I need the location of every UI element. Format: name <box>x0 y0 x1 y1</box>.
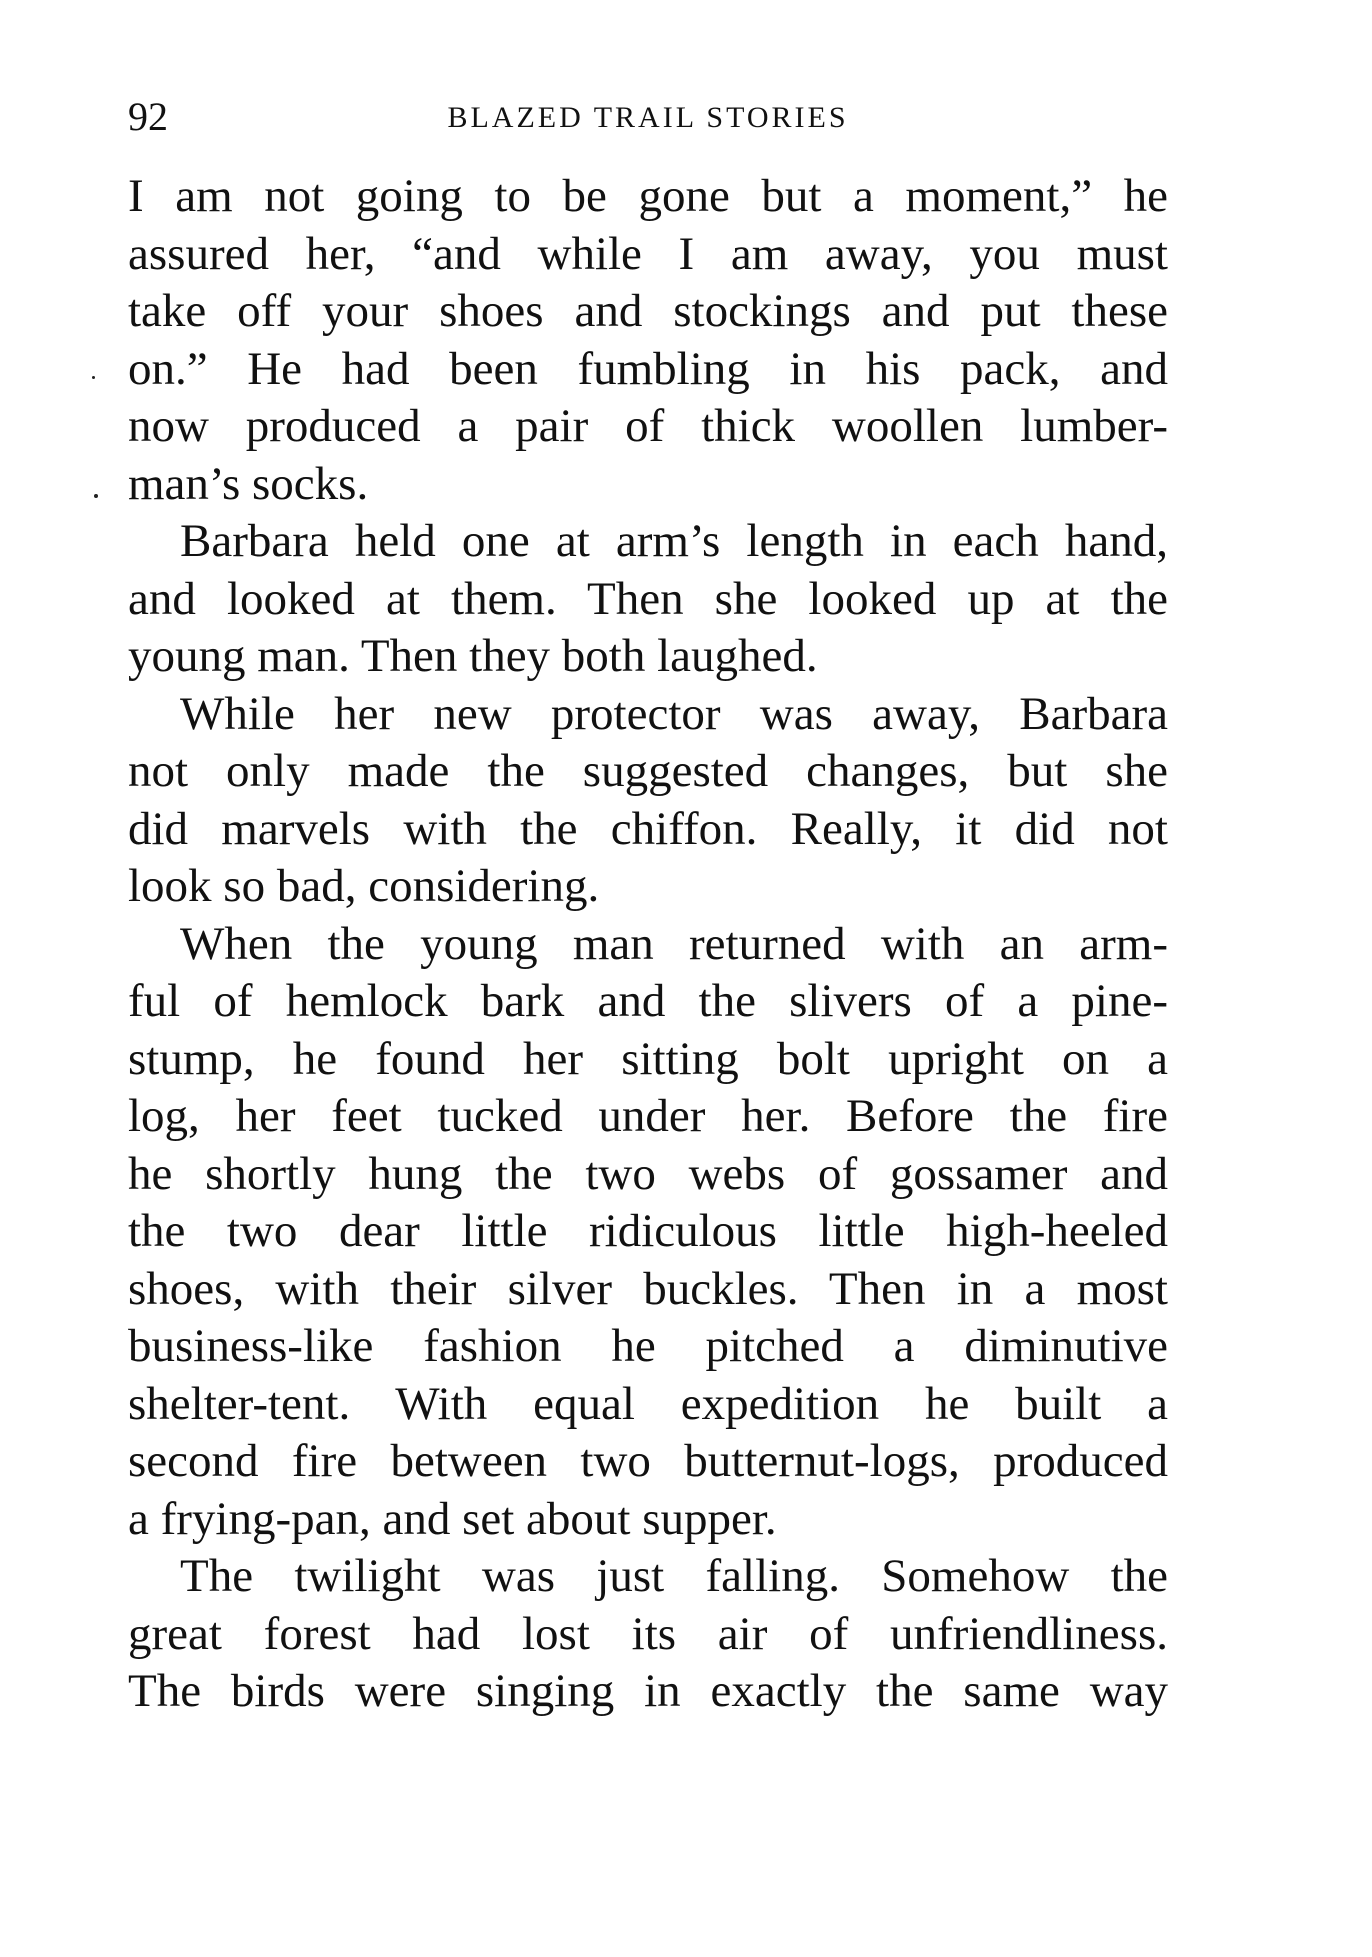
text-line: and looked at them. Then she looked up at the <box>128 572 1168 625</box>
text-line: great forest had lost its air of unfriendliness. <box>128 1607 1168 1660</box>
text-line: The twilight was just falling. Somehow the <box>180 1550 1168 1602</box>
text-line: he shortly hung the two webs of gossamer and <box>128 1147 1168 1200</box>
text-line: man’s socks. <box>128 457 369 510</box>
body-text <box>128 168 1168 1721</box>
text-line: shoes, with their silver buckles. Then in a most <box>128 1262 1168 1315</box>
running-head: BLAZED TRAIL STORIES <box>447 101 849 134</box>
text-line: business-like fashion he pitched a diminutive <box>128 1320 1168 1372</box>
scan-speck <box>94 494 98 498</box>
text-line: shelter-tent. With equal expedition he built a <box>128 1377 1168 1430</box>
text-line: not only made the suggested changes, but she <box>128 745 1168 797</box>
page-header <box>128 92 1168 142</box>
text-line: the two dear little ridiculous little high-heeled <box>128 1205 1168 1257</box>
text-line: The birds were singing in exactly the same way <box>128 1665 1168 1717</box>
text-line: look so bad, considering. <box>128 860 600 912</box>
text-line: did marvels with the chiffon. Really, it did not <box>128 802 1168 855</box>
text-line: young man. Then they both laughed. <box>128 630 818 682</box>
text-line: stump, he found her sitting bolt upright on a <box>128 1032 1168 1085</box>
text-line: ful of hemlock bark and the slivers of a pine- <box>128 975 1168 1027</box>
text-line: assured her, “and while I am away, you must <box>128 227 1168 280</box>
text-line: take off your shoes and stockings and put these <box>128 285 1168 337</box>
text-line: on.” He had been fumbling in his pack, and <box>128 342 1168 395</box>
text-line: now produced a pair of thick woollen lumber- <box>128 400 1168 452</box>
text-line: When the young man returned with an arm- <box>180 917 1168 970</box>
page-number: 92 <box>128 94 168 139</box>
text-line: I am not going to be gone but a moment,” he <box>128 170 1168 222</box>
text-line: second fire between two butternut-logs, produced <box>128 1435 1168 1487</box>
text-line: log, her feet tucked under her. Before the fire <box>128 1090 1168 1142</box>
text-line: While her new protector was away, Barbara <box>180 687 1168 740</box>
text-line: Barbara held one at arm’s length in each hand, <box>180 515 1168 567</box>
text-line: a frying-pan, and set about supper. <box>128 1492 777 1545</box>
scan-speck <box>92 376 95 379</box>
